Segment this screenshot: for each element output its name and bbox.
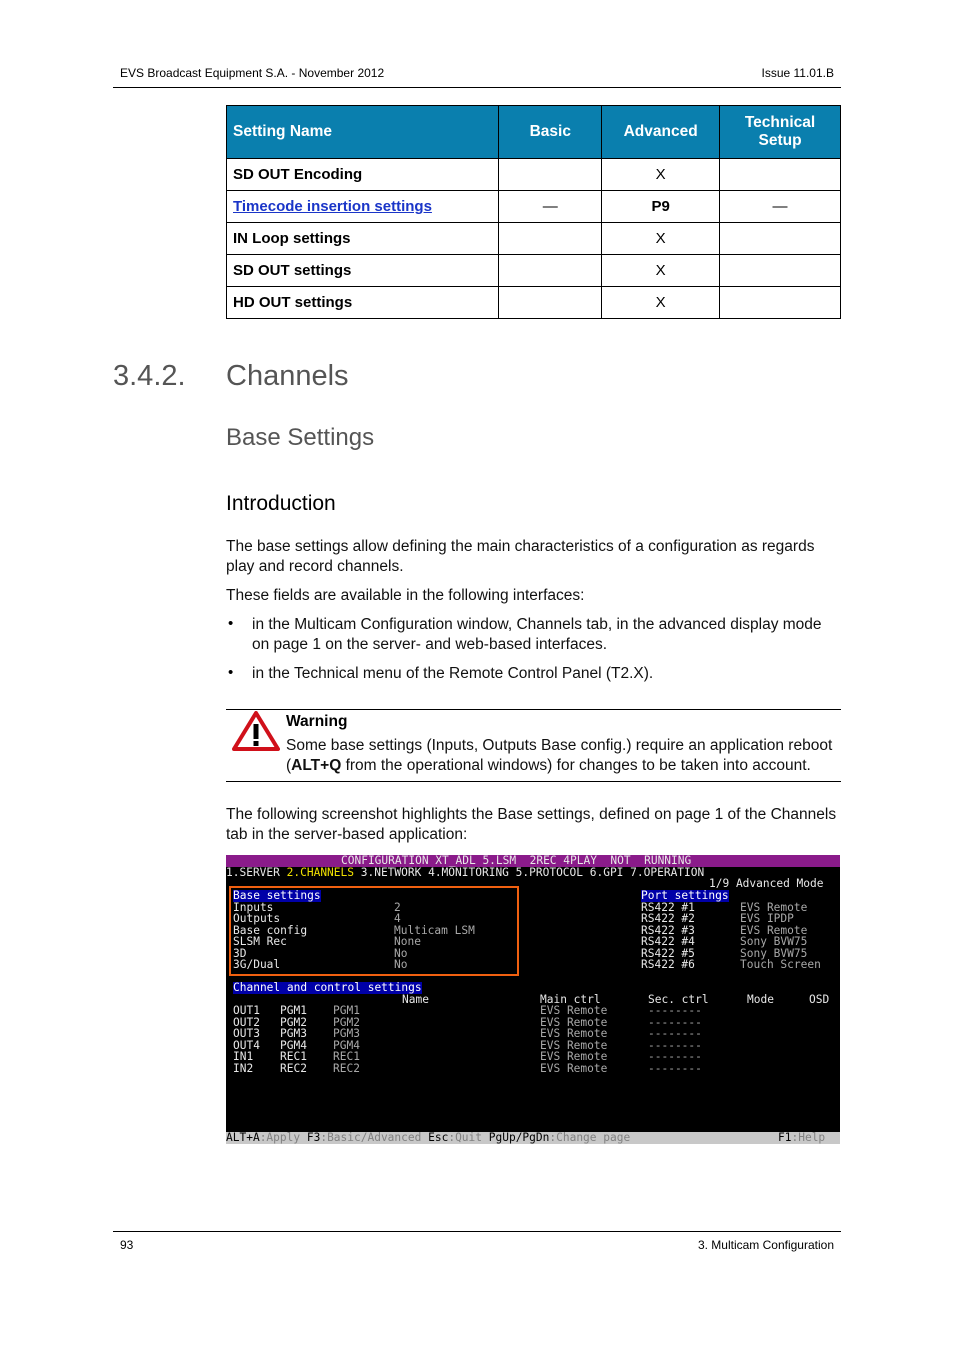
channel-main-ctrl[interactable]: EVS Remote xyxy=(540,1038,608,1052)
warning-icon xyxy=(232,711,280,751)
port-value[interactable]: Sony BVW75 xyxy=(740,946,808,960)
channel-sec-ctrl[interactable]: -------- xyxy=(648,1061,702,1075)
tab-server[interactable]: 1.SERVER xyxy=(226,865,280,879)
channel-id: OUT3 xyxy=(233,1027,260,1040)
bullet-item-1: in the Multicam Configuration window, Channels tab, in the advanced display mode on page 1 on the server- and web-based interfaces. xyxy=(252,616,822,653)
paragraph-interfaces: These fields are available in the following interfaces: xyxy=(226,587,585,604)
warning-top-rule xyxy=(226,709,841,710)
channel-id: OUT2 xyxy=(233,1015,260,1029)
channel-type: PGM4 xyxy=(280,1038,307,1052)
port-value[interactable]: Touch Screen xyxy=(740,958,821,971)
screen-tab-bar xyxy=(226,867,704,879)
section-number: 3.4.2. xyxy=(113,360,186,392)
port-label: RS422 #3 xyxy=(641,923,695,937)
warning-shortcut: ALT+Q xyxy=(291,757,342,774)
table-row xyxy=(227,191,841,223)
col-osd: OSD xyxy=(809,992,830,1006)
channel-type: REC2 xyxy=(280,1061,307,1075)
channel-main-ctrl[interactable]: EVS Remote xyxy=(540,1061,608,1075)
subsection-title: Base Settings xyxy=(226,424,375,451)
tab-channels[interactable]: 2.CHANNELS xyxy=(286,865,354,879)
port-label: RS422 #5 xyxy=(641,946,695,960)
cell-advanced: X xyxy=(602,223,720,255)
running-header-left: EVS Broadcast Equipment S.A. - November 2012 xyxy=(120,66,385,80)
channel-name[interactable]: PGM3 xyxy=(333,1027,360,1040)
base-label: Inputs xyxy=(233,900,274,914)
cell-technical xyxy=(720,255,841,287)
base-label: 3D xyxy=(233,946,247,960)
channel-main-ctrl[interactable]: EVS Remote xyxy=(540,1015,608,1029)
base-value[interactable]: No xyxy=(394,958,408,971)
channel-type: PGM3 xyxy=(280,1027,307,1040)
base-value[interactable]: None xyxy=(394,935,421,948)
channel-sec-ctrl[interactable]: -------- xyxy=(648,1015,702,1029)
col-basic: Basic xyxy=(499,106,602,159)
channel-sec-ctrl[interactable]: -------- xyxy=(648,1038,702,1052)
key-f3[interactable]: F3 xyxy=(306,1131,321,1144)
section-title: Channels xyxy=(226,360,349,392)
port-value[interactable]: EVS Remote xyxy=(740,923,808,937)
cell-name: HD OUT settings xyxy=(227,287,499,319)
cell-advanced: X xyxy=(602,159,720,191)
key-f1[interactable]: F1 xyxy=(778,1131,792,1144)
key-pgup-pgdn[interactable]: PgUp/PgDn xyxy=(488,1131,550,1144)
channel-id: IN1 xyxy=(233,1050,254,1063)
key-pgup-pgdn-action: :Change page xyxy=(549,1131,631,1144)
base-value[interactable]: 4 xyxy=(394,912,401,925)
channel-main-ctrl[interactable]: EVS Remote xyxy=(540,1004,608,1017)
footer-rule xyxy=(113,1231,841,1232)
config-screenshot xyxy=(226,855,840,1144)
settings-table xyxy=(226,105,841,319)
channel-id: OUT4 xyxy=(233,1038,260,1052)
paragraph-intro: The base settings allow defining the main characteristics of a configuration as regards play and record channels. xyxy=(226,538,815,575)
subsubsection-title: Introduction xyxy=(226,492,336,515)
channel-name[interactable]: REC1 xyxy=(333,1050,360,1063)
tab-others[interactable]: 3.NETWORK 4.MONITORING 5.PROTOCOL 6.GPI 7.OPERATION xyxy=(354,865,705,879)
screen-title: CONFIGURATION XT_ADL 5.LSM 2REC 4PLAY NOT RUNNING xyxy=(341,855,692,867)
cell-advanced: X xyxy=(602,287,720,319)
timecode-insertion-link[interactable]: Timecode insertion settings xyxy=(233,198,432,215)
screen-footer-keys xyxy=(226,1132,630,1144)
paragraph-screenshot: The following screenshot highlights the Base settings, defined on page 1 of the Channels tab in the server-based application: xyxy=(226,806,837,843)
port-value[interactable]: Sony BVW75 xyxy=(740,935,808,948)
channel-sec-ctrl[interactable]: -------- xyxy=(648,1027,702,1040)
warning-text-after: from the operational windows) for changes to be taken into account. xyxy=(341,757,811,774)
table-header-row xyxy=(227,106,841,159)
port-label: RS422 #6 xyxy=(641,958,695,971)
key-esc-action: :Quit xyxy=(448,1131,489,1144)
cell-name: SD OUT settings xyxy=(227,255,499,287)
col-technical-setup: Technical Setup xyxy=(720,106,841,159)
cell-advanced: X xyxy=(602,255,720,287)
port-settings-header: Port settings xyxy=(641,889,729,902)
cell-technical xyxy=(720,287,841,319)
col-advanced: Advanced xyxy=(602,106,720,159)
port-label: RS422 #2 xyxy=(641,912,695,925)
cell-name xyxy=(227,191,499,223)
key-f1-action: :Help xyxy=(791,1131,826,1144)
channel-settings-header: Channel and control settings xyxy=(233,981,422,994)
header-rule xyxy=(113,87,841,88)
footer-chapter: 3. Multicam Configuration xyxy=(697,1238,834,1252)
cell-technical: — xyxy=(720,191,841,223)
base-label: Outputs xyxy=(233,912,281,925)
cell-basic xyxy=(499,159,602,191)
port-label: RS422 #4 xyxy=(641,935,695,948)
cell-advanced: P9 xyxy=(602,191,720,223)
channel-main-ctrl[interactable]: EVS Remote xyxy=(540,1027,608,1040)
warning-bottom-rule xyxy=(226,781,841,782)
channel-type: REC1 xyxy=(280,1050,307,1063)
warning-title: Warning xyxy=(286,713,348,730)
col-sec-ctrl: Sec. ctrl xyxy=(648,992,709,1006)
base-value[interactable]: No xyxy=(394,946,408,960)
col-name: Name xyxy=(402,992,429,1006)
bullet-marker: • xyxy=(228,664,234,681)
bullet-item-2: in the Technical menu of the Remote Control Panel (T2.X). xyxy=(252,665,654,682)
channel-id: OUT1 xyxy=(233,1004,260,1017)
cell-technical xyxy=(720,159,841,191)
channel-main-ctrl[interactable]: EVS Remote xyxy=(540,1050,608,1063)
key-alt-a[interactable]: ALT+A xyxy=(226,1131,260,1144)
cell-name: IN Loop settings xyxy=(227,223,499,255)
base-label: 3G/Dual xyxy=(233,958,281,971)
base-value[interactable]: Multicam LSM xyxy=(394,923,475,937)
key-f3-action: :Basic/Advanced xyxy=(320,1131,429,1144)
col-setting-name: Setting Name xyxy=(227,106,499,159)
port-value[interactable]: EVS Remote xyxy=(740,900,808,914)
base-label: SLSM Rec xyxy=(233,935,287,948)
channel-sec-ctrl[interactable]: -------- xyxy=(648,1004,702,1017)
channel-name[interactable]: PGM1 xyxy=(333,1004,360,1017)
cell-name: SD OUT Encoding xyxy=(227,159,499,191)
warning-text-before: Some base settings (Inputs, Outputs Base config.) require an application reboot ( xyxy=(286,737,833,774)
key-alt-a-action: :Apply xyxy=(259,1131,307,1144)
table-row xyxy=(227,287,841,319)
table-row xyxy=(227,255,841,287)
col-main-ctrl: Main ctrl xyxy=(540,992,601,1006)
cell-basic xyxy=(499,223,602,255)
channel-name[interactable]: PGM4 xyxy=(333,1038,360,1052)
screen-footer-help xyxy=(778,1132,825,1144)
screen-page-indicator: 1/9 Advanced Mode xyxy=(709,877,824,890)
cell-technical xyxy=(720,223,841,255)
warning-text xyxy=(286,736,842,776)
port-value[interactable]: EVS IPDP xyxy=(740,912,794,925)
page-number: 93 xyxy=(120,1238,134,1252)
cell-basic: — xyxy=(499,191,602,223)
base-label: Base config xyxy=(233,923,308,937)
table-row xyxy=(227,159,841,191)
cell-basic xyxy=(499,255,602,287)
key-esc[interactable]: Esc xyxy=(428,1131,449,1144)
base-value[interactable]: 2 xyxy=(394,900,401,914)
bullet-marker: • xyxy=(228,615,234,632)
port-label: RS422 #1 xyxy=(641,900,695,914)
base-settings-header: Base settings xyxy=(233,889,321,902)
col-mode: Mode xyxy=(747,992,774,1006)
running-header-right: Issue 11.01.B xyxy=(761,66,834,80)
channel-type: PGM2 xyxy=(280,1015,307,1029)
channel-type: PGM1 xyxy=(280,1004,307,1017)
channel-name[interactable]: PGM2 xyxy=(333,1015,360,1029)
channel-id: IN2 xyxy=(233,1061,254,1075)
table-row xyxy=(227,223,841,255)
channel-name[interactable]: REC2 xyxy=(333,1061,360,1075)
channel-sec-ctrl[interactable]: -------- xyxy=(648,1050,702,1063)
cell-basic xyxy=(499,287,602,319)
